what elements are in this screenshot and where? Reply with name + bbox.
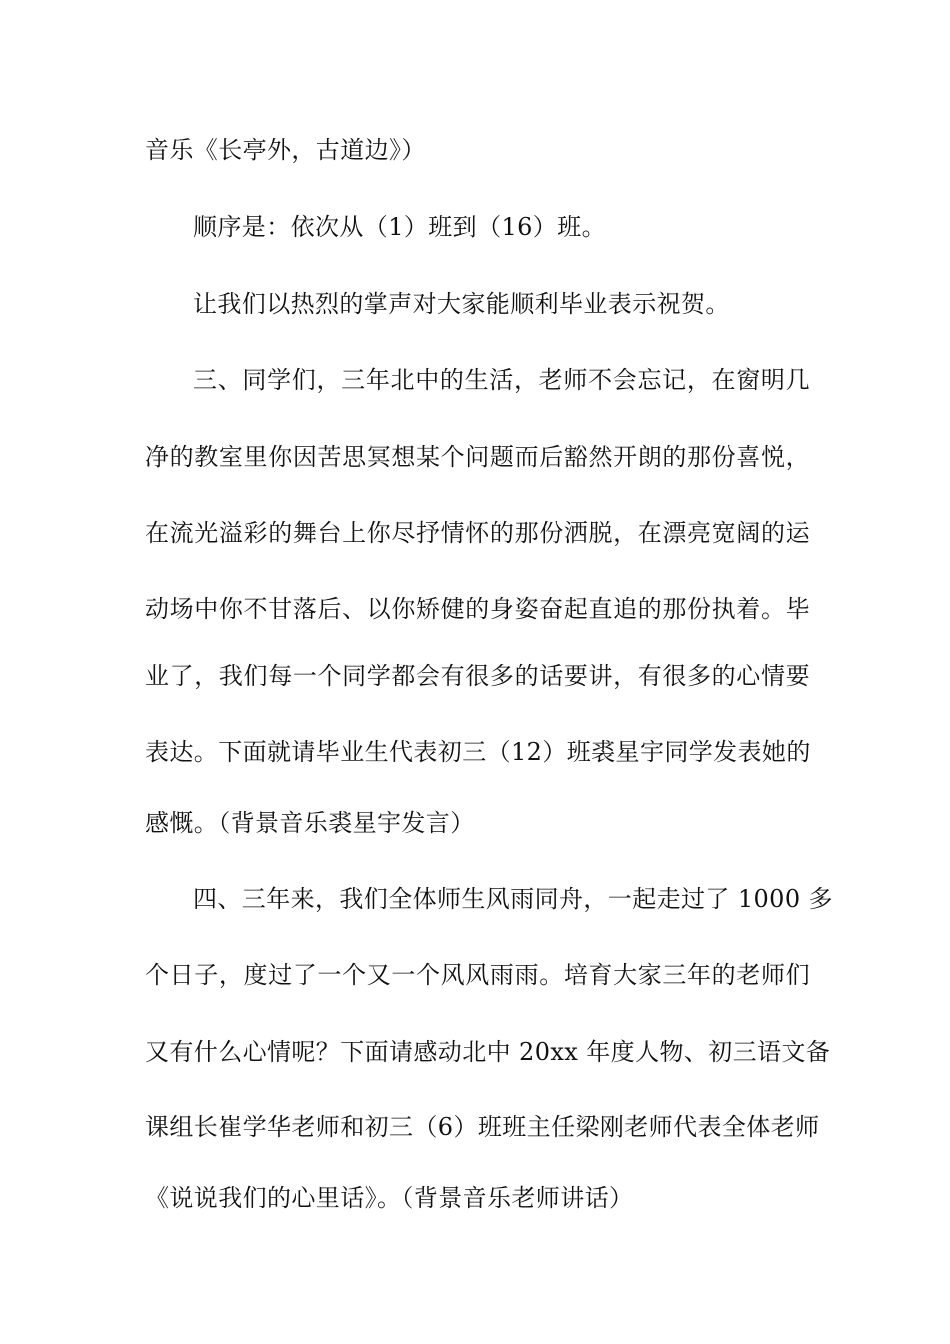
text-line: 个日子，度过了一个又一个风风雨雨。培育大家三年的老师们 — [145, 961, 810, 989]
text-line: 课组长崔学华老师和初三（6）班班主任梁刚老师代表全体老师 — [145, 1113, 820, 1141]
text-line: 《说说我们的心里话》。（背景音乐老师讲话） — [145, 1184, 634, 1212]
text-line: 感慨。（背景音乐裘星宇发言） — [145, 809, 475, 837]
text-line: 让我们以热烈的掌声对大家能顺利毕业表示祝贺。 — [193, 290, 730, 318]
text-line: 顺序是：依次从（1）班到（16）班。 — [193, 213, 607, 241]
text-line: 业了，我们每一个同学都会有很多的话要讲，有很多的心情要 — [145, 662, 810, 690]
text-line: 动场中你不甘落后、以你矫健的身姿奋起直追的那份执着。毕 — [145, 595, 810, 623]
text-line: 四、三年来，我们全体师生风雨同舟，一起走过了 1000 多 — [193, 885, 833, 913]
text-line: 表达。下面就请毕业生代表初三（12）班裘星宇同学发表她的 — [145, 738, 811, 766]
text-line: 又有什么心情呢？下面请感动北中 20xx 年度人物、初三语文备 — [145, 1038, 831, 1066]
text-line: 净的教室里你因苦思冥想某个问题而后豁然开朗的那份喜悦， — [145, 443, 810, 471]
text-line: 在流光溢彩的舞台上你尽抒情怀的那份洒脱，在漂亮宽阔的运 — [145, 519, 810, 547]
text-line: 三、同学们，三年北中的生活，老师不会忘记，在窗明几 — [193, 366, 810, 394]
text-line: 音乐《长亭外，古道边》） — [145, 136, 426, 164]
